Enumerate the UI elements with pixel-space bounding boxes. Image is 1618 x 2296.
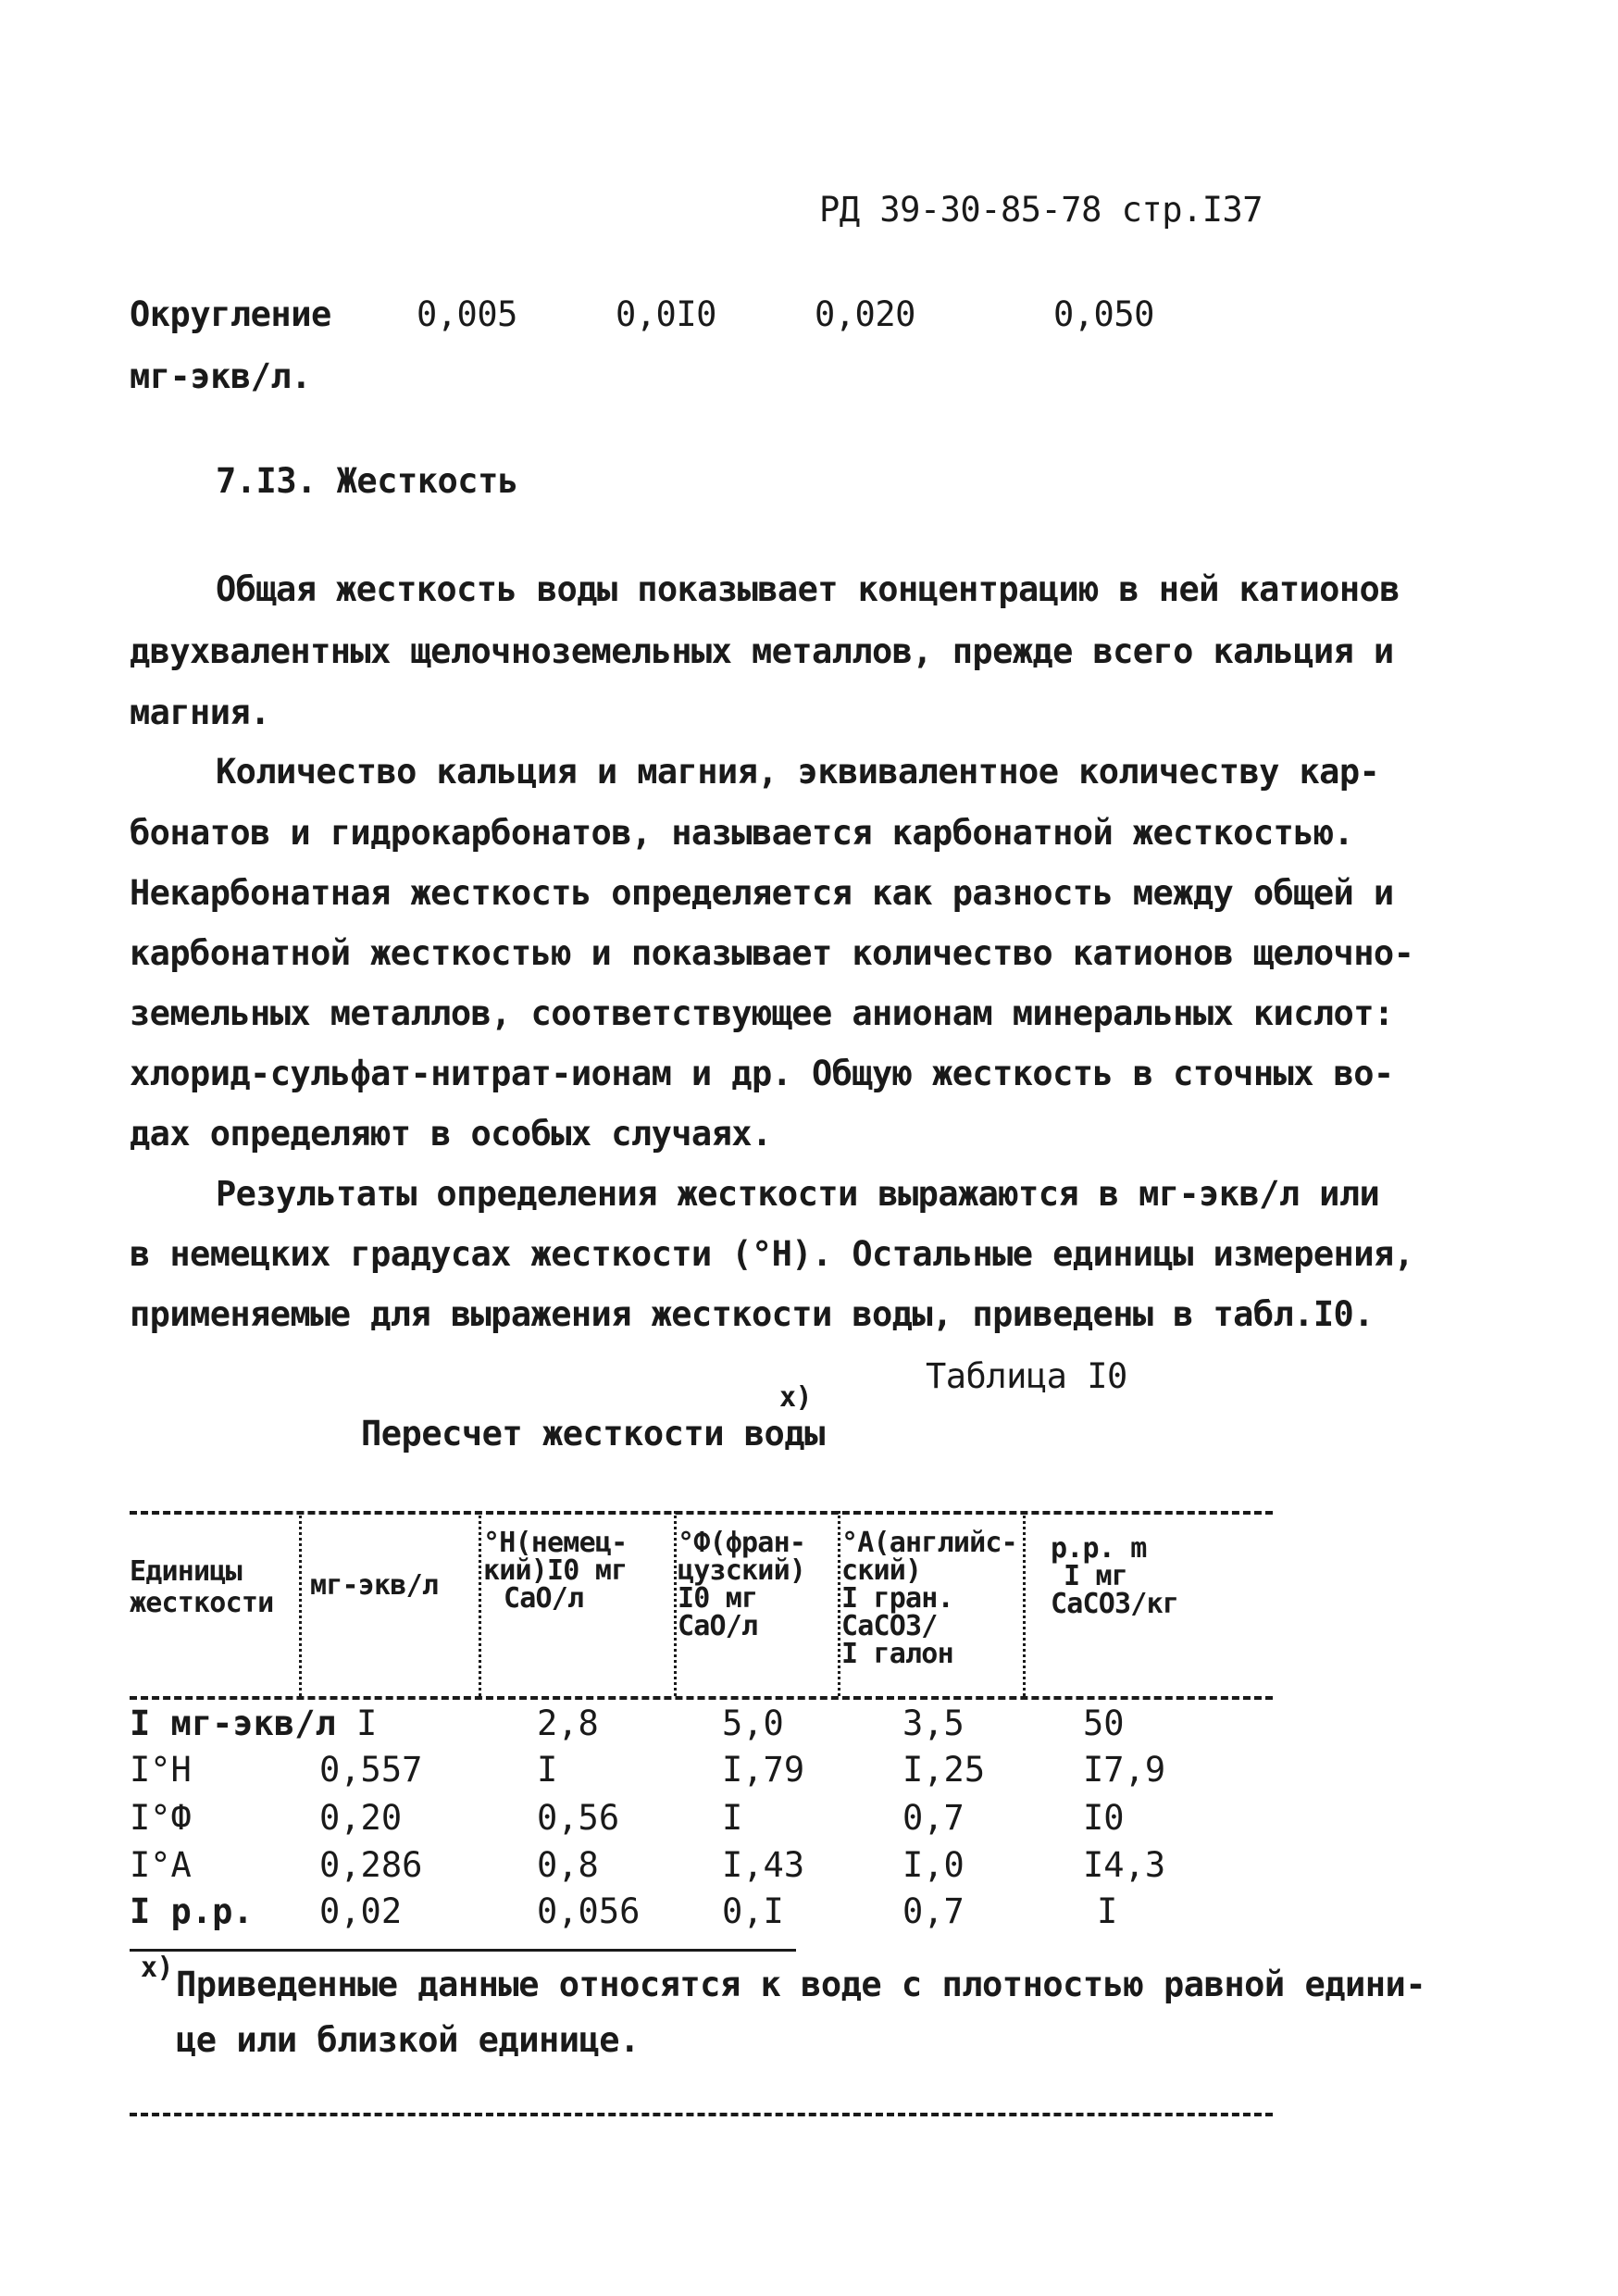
table-cell: I мг-экв/л [130, 1703, 336, 1743]
footnote-rule [130, 1949, 796, 1952]
section-title: 7.I3. Жесткость [216, 461, 518, 501]
table-cell: I [1097, 1891, 1118, 1931]
table-cell: I°А [130, 1845, 192, 1885]
rounding-unit: мг-экв/л. [130, 356, 311, 396]
table-header-german: °Н(немец- кий)I0 мг СаО/л [483, 1527, 628, 1615]
table-cell: I [537, 1750, 558, 1790]
paragraph-line: применяемые для выражения жесткости воды, приведены в табл.I0. [130, 1294, 1374, 1334]
table-cell: 0,286 [319, 1845, 423, 1885]
paragraph-line: земельных металлов, соответствующее анионам минеральных кислот: [130, 993, 1394, 1033]
footnote-line-2: це или близкой единице. [176, 2020, 640, 2060]
table-header-french: °Ф(фран- цузский) I0 мг СаО/л [678, 1527, 806, 1642]
column-separator [674, 1511, 677, 1696]
table-cell: I°Н [130, 1750, 192, 1790]
table-cell: I,25 [902, 1750, 986, 1790]
table-cell: 0,I [722, 1891, 784, 1931]
table-cell: 0,8 [537, 1845, 599, 1885]
paragraph-line: Количество кальция и магния, эквивалентное количеству кар- [216, 752, 1380, 792]
table-label: Таблица I0 [926, 1356, 1127, 1396]
rounding-value-3: 0,020 [815, 294, 915, 334]
table-cell: I [356, 1703, 378, 1743]
table-cell: I,79 [722, 1750, 805, 1790]
footnote-line-1: Приведенные данные относятся к воде с плотностью равной едини- [176, 1965, 1426, 2004]
column-separator [1023, 1511, 1026, 1696]
paragraph-line: Общая жесткость воды показывает концентрацию в ней катионов [216, 569, 1400, 609]
table-cell: I р.р. [130, 1891, 254, 1931]
table-title: Пересчет жесткости воды [361, 1414, 825, 1454]
rounding-value-2: 0,0I0 [616, 294, 716, 334]
table-cell: I [722, 1798, 743, 1838]
paragraph-line: Некарбонатная жесткость определяется как разность между общей и [130, 873, 1394, 913]
rounding-value-4: 0,050 [1053, 294, 1154, 334]
column-separator [479, 1511, 481, 1696]
column-separator [299, 1511, 302, 1696]
table-cell: 0,02 [319, 1891, 403, 1931]
table-cell: I7,9 [1083, 1750, 1166, 1790]
paragraph-line: дах определяют в особых случаях. [130, 1114, 772, 1154]
table-header-units: Единицы жесткости [130, 1555, 274, 1619]
table-cell: 2,8 [537, 1703, 599, 1743]
table-cell: 0,056 [537, 1891, 641, 1931]
paragraph-line: магния. [130, 693, 270, 732]
footnote-mark: х) [141, 1952, 174, 1984]
table-cell: 0,7 [902, 1798, 965, 1838]
table-cell: I4,3 [1083, 1845, 1166, 1885]
table-cell: 0,7 [902, 1891, 965, 1931]
table-header-rule [130, 1696, 1273, 1700]
paragraph-line: бонатов и гидрокарбонатов, называется карбонатной жесткостью. [130, 813, 1354, 853]
column-separator [838, 1511, 840, 1696]
rounding-value-1: 0,005 [417, 294, 517, 334]
table-cell: I0 [1083, 1798, 1125, 1838]
table-cell: I,43 [722, 1845, 805, 1885]
paragraph-line: двухвалентных щелочноземельных металлов, прежде всего кальция и [130, 631, 1394, 671]
table-cell: 5,0 [722, 1703, 784, 1743]
table-cell: 0,56 [537, 1798, 620, 1838]
bottom-rule [130, 2113, 1273, 2116]
paragraph-line: карбонатной жесткостью и показывает количество катионов щелочно- [130, 933, 1414, 973]
table-header-english: °А(английс- ский) I гран. СаСО3/ I галон [841, 1527, 1017, 1670]
table-title-footnote-mark: х) [779, 1381, 813, 1414]
table-header-ppm: р.р. m I мг СаСО3/кг [1051, 1532, 1179, 1620]
table-cell: I,0 [902, 1845, 965, 1885]
document-reference: РД 39-30-85-78 стр.I37 [819, 190, 1263, 230]
table-cell: 0,20 [319, 1798, 403, 1838]
table-cell: 0,557 [319, 1750, 423, 1790]
paragraph-line: хлорид-сульфат-нитрат-ионам и др. Общую жесткость в сточных во- [130, 1054, 1394, 1093]
table-cell: I°Ф [130, 1798, 192, 1838]
table-cell: 3,5 [902, 1703, 965, 1743]
paragraph-line: Результаты определения жесткости выражаются в мг-экв/л или [216, 1174, 1380, 1214]
table-header-mg-eq: мг-экв/л [310, 1569, 439, 1602]
rounding-label: Округление [130, 294, 331, 334]
table-cell: 50 [1083, 1703, 1125, 1743]
paragraph-line: в немецких градусах жесткости (°Н). Остальные единицы измерения, [130, 1234, 1414, 1274]
